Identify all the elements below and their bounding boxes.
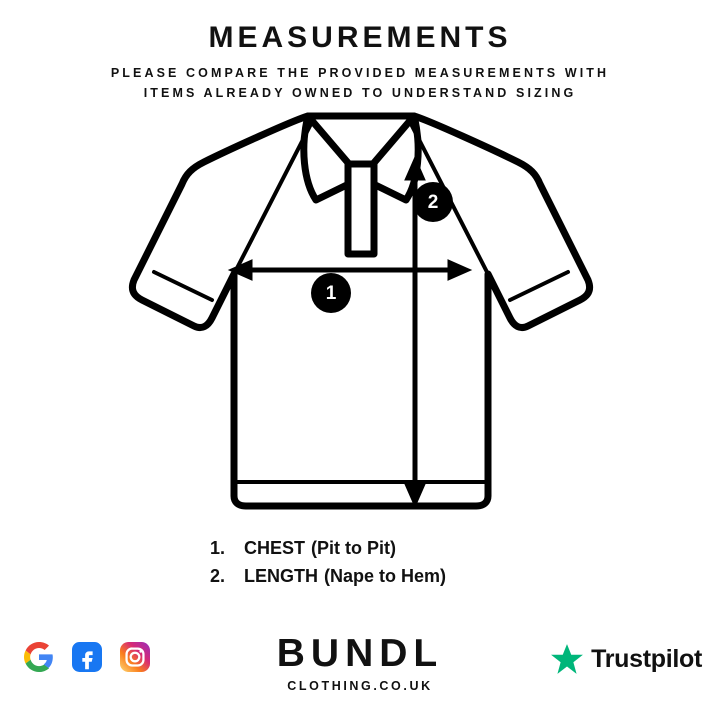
brand-url: CLOTHING.CO.UK bbox=[287, 679, 433, 693]
brand-name: BUNDL bbox=[276, 632, 444, 675]
legend-number: 2. bbox=[210, 565, 226, 586]
badge-length: 2 bbox=[413, 182, 453, 222]
footer bbox=[0, 628, 720, 698]
legend-item-length bbox=[210, 563, 510, 591]
header bbox=[0, 22, 720, 103]
badge-chest: 1 bbox=[311, 273, 351, 313]
trustpilot-logo[interactable] bbox=[550, 642, 702, 676]
legend-label: LENGTH bbox=[244, 565, 318, 586]
subtitle-line-2: ITEMS ALREADY OWNED TO UNDERSTAND SIZING bbox=[143, 85, 577, 100]
legend-label: CHEST bbox=[244, 538, 306, 558]
trustpilot-star-icon bbox=[550, 642, 584, 676]
legend-detail: (Nape to Hem) bbox=[324, 565, 447, 586]
instagram-icon[interactable] bbox=[118, 640, 152, 674]
legend bbox=[0, 535, 720, 591]
legend-item-chest bbox=[210, 535, 510, 563]
trustpilot-label: Trustpilot bbox=[591, 644, 702, 673]
legend-number: 1. bbox=[210, 538, 226, 558]
garment-diagram bbox=[108, 104, 613, 524]
subtitle-line-1: PLEASE COMPARE THE PROVIDED MEASUREMENTS WITH bbox=[110, 65, 610, 80]
legend-detail: (Pit to Pit) bbox=[311, 538, 396, 558]
brand-logo bbox=[277, 634, 443, 693]
facebook-icon[interactable] bbox=[70, 640, 104, 674]
google-icon[interactable] bbox=[22, 640, 56, 674]
social-links bbox=[22, 640, 152, 674]
page-subtitle bbox=[0, 63, 720, 103]
polo-shirt-illustration bbox=[108, 104, 613, 524]
page-title: MEASUREMENTS bbox=[208, 21, 512, 54]
